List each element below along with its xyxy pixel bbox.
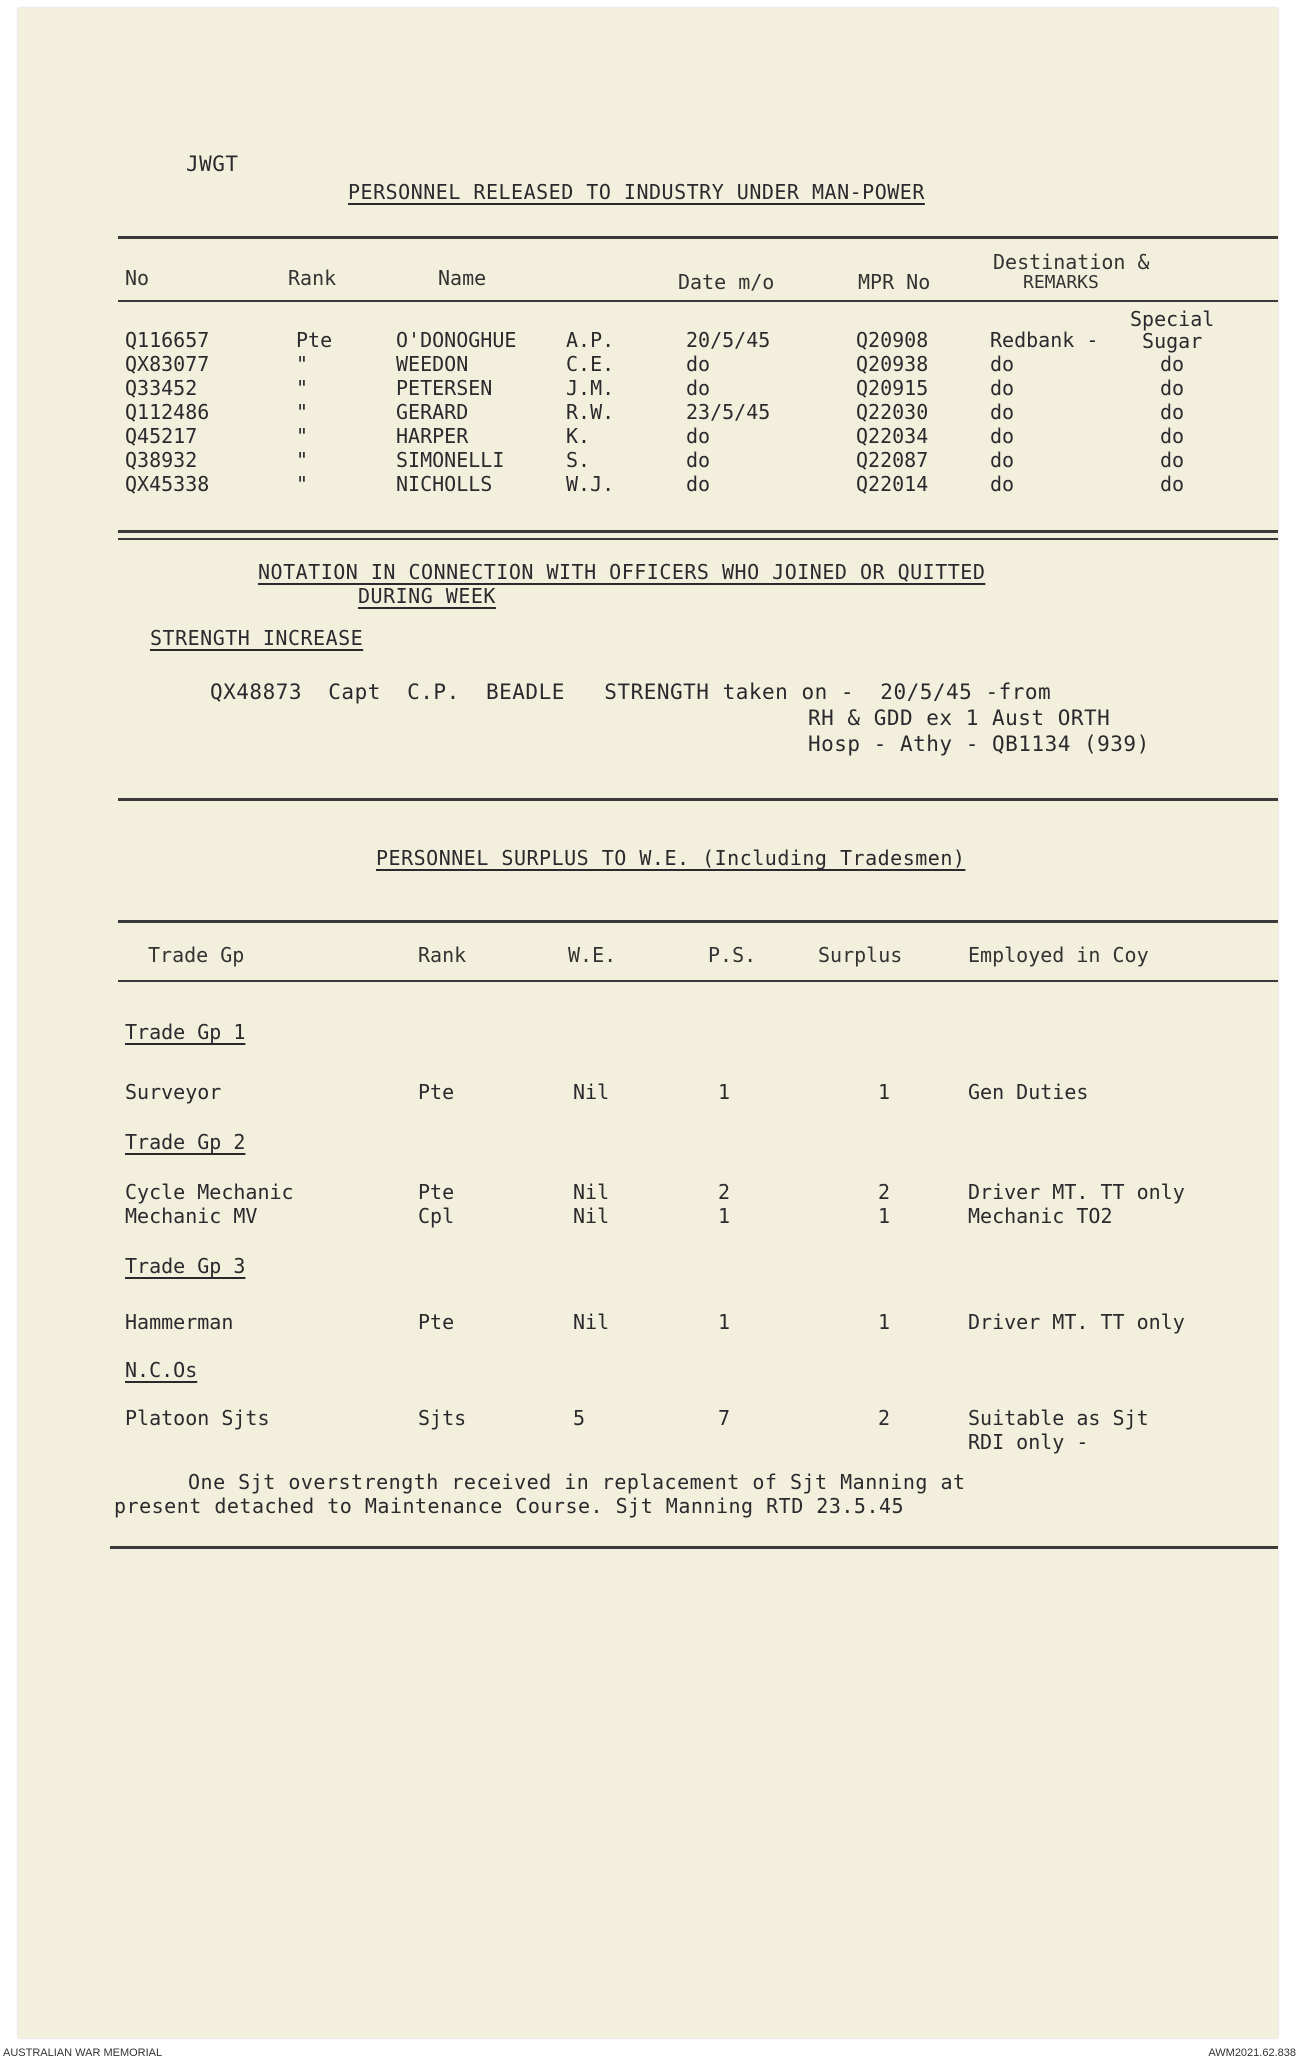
trade-ps: 1 (718, 1310, 731, 1334)
row-rank: " (296, 448, 309, 472)
trade-rank: Pte (418, 1080, 455, 1104)
trade-name: Hammerman (125, 1310, 234, 1334)
row-initials: R.W. (566, 400, 615, 424)
row-surname: PETERSEN (396, 376, 493, 400)
strength-increase-heading: STRENGTH INCREASE (150, 626, 364, 650)
row-destination: do (990, 400, 1015, 424)
trade-employed: Mechanic TO2 (968, 1204, 1113, 1228)
row-remarks: do (1160, 376, 1185, 400)
trade-surplus: 1 (878, 1080, 891, 1104)
trade-group-heading: Trade Gp 2 (125, 1130, 246, 1154)
footer-source: AUSTRALIAN WAR MEMORIAL (3, 2047, 163, 2059)
row-remarks: do (1160, 472, 1185, 496)
col-header-surplus: Surplus (818, 943, 903, 967)
row-mpr-no: Q22030 (856, 400, 929, 424)
trade-surplus: 1 (878, 1204, 891, 1228)
row-initials: J.M. (566, 376, 615, 400)
rule (118, 530, 1278, 533)
trade-rank: Pte (418, 1310, 455, 1334)
trade-group-heading: Trade Gp 1 (125, 1020, 246, 1044)
row-surname: GERARD (396, 400, 469, 424)
row-rank: " (296, 472, 309, 496)
trade-ps: 7 (718, 1406, 731, 1430)
row-initials: C.E. (566, 352, 615, 376)
col-header-ps: P.S. (708, 943, 757, 967)
row-rank: " (296, 352, 309, 376)
trade-we: Nil (573, 1080, 610, 1104)
trade-we: Nil (573, 1180, 610, 1204)
row-date: do (686, 424, 711, 448)
rule (118, 538, 1278, 540)
row-initials: A.P. (566, 328, 615, 352)
trade-group-heading: N.C.Os (125, 1358, 198, 1382)
trade-rank: Sjts (418, 1406, 467, 1430)
row-date: do (686, 472, 711, 496)
col-header-no: No (125, 266, 150, 290)
row-destination: Redbank - (990, 328, 1099, 352)
row-mpr-no: Q20915 (856, 376, 929, 400)
row-remarks: do (1160, 352, 1185, 376)
row-remarks: do (1160, 424, 1185, 448)
row-service-no: Q38932 (125, 448, 198, 472)
col-header-trade: Trade Gp (148, 943, 245, 967)
row-destination: do (990, 472, 1015, 496)
row-date: 23/5/45 (686, 400, 771, 424)
rule (118, 300, 1278, 302)
row-service-no: Q116657 (125, 328, 210, 352)
trade-rank: Pte (418, 1180, 455, 1204)
trade-name: Surveyor (125, 1080, 222, 1104)
row-destination: do (990, 352, 1015, 376)
row-service-no: Q112486 (125, 400, 210, 424)
trade-employed: Gen Duties (968, 1080, 1089, 1104)
row-remarks: do (1160, 448, 1185, 472)
row-remarks: do (1160, 400, 1185, 424)
trade-name: Platoon Sjts (125, 1406, 270, 1430)
section2-title: NOTATION IN CONNECTION WITH OFFICERS WHO JOINED OR QUITTED (258, 560, 986, 584)
row-mpr-no: Q22087 (856, 448, 929, 472)
trade-employed: Driver MT. TT only (968, 1310, 1185, 1334)
row-mpr-no: Q22034 (856, 424, 929, 448)
trade-surplus: 1 (878, 1310, 891, 1334)
col-header-date: Date m/o (678, 270, 775, 294)
note-line: One Sjt overstrength received in replacement of Sjt Manning at (188, 1470, 966, 1494)
note-line: present detached to Maintenance Course. Sjt Manning RTD 23.5.45 (114, 1494, 905, 1518)
section2-title-cont: DURING WEEK (358, 584, 496, 608)
row-initials: S. (566, 448, 591, 472)
strength-entry: QX48873 Capt C.P. BEADLE STRENGTH taken on - 20/5/45 -from (210, 680, 1052, 704)
row-surname: O'DONOGHUE (396, 328, 517, 352)
row-destination: do (990, 424, 1015, 448)
trade-name: Cycle Mechanic (125, 1180, 294, 1204)
row-surname: NICHOLLS (396, 472, 493, 496)
rule (118, 920, 1278, 923)
trade-name: Mechanic MV (125, 1204, 258, 1228)
row-rank: " (296, 424, 309, 448)
row-date: do (686, 448, 711, 472)
col-header-employed: Employed in Coy (968, 943, 1149, 967)
row-surname: SIMONELLI (396, 448, 505, 472)
rule (118, 980, 1278, 982)
col-header-rank: Rank (288, 266, 337, 290)
trade-employed: Suitable as Sjt RDI only - (968, 1406, 1149, 1454)
document-page (18, 8, 1278, 2038)
col-header-we: W.E. (568, 943, 617, 967)
trade-ps: 1 (718, 1204, 731, 1228)
strength-entry-cont: RH & GDD ex 1 Aust ORTH (808, 706, 1111, 730)
row-initials: K. (566, 424, 591, 448)
col-header-rank: Rank (418, 943, 467, 967)
row-service-no: QX83077 (125, 352, 210, 376)
row-surname: HARPER (396, 424, 469, 448)
section1-title: PERSONNEL RELEASED TO INDUSTRY UNDER MAN-POWER (348, 180, 925, 204)
row-service-no: Q33452 (125, 376, 198, 400)
col-header-remarks: REMARKS (1023, 272, 1099, 293)
row-initials: W.J. (566, 472, 615, 496)
row-rank: " (296, 376, 309, 400)
trade-ps: 1 (718, 1080, 731, 1104)
row-mpr-no: Q20938 (856, 352, 929, 376)
row-date: do (686, 352, 711, 376)
trade-we: Nil (573, 1310, 610, 1334)
trade-employed: Driver MT. TT only (968, 1180, 1185, 1204)
row-service-no: Q45217 (125, 424, 198, 448)
footer-accession: AWM2021.62.838 (1208, 2047, 1296, 2059)
rule (118, 798, 1278, 801)
trade-surplus: 2 (878, 1406, 891, 1430)
trade-we: 5 (573, 1406, 586, 1430)
col-header-name: Name (438, 266, 487, 290)
rule (110, 1546, 1278, 1549)
row-surname: WEEDON (396, 352, 469, 376)
section3-title: PERSONNEL SURPLUS TO W.E. (Including Tradesmen) (376, 846, 966, 870)
reference-code: JWGT (186, 152, 239, 176)
row-rank: Pte (296, 328, 333, 352)
row-remarks: Special Sugar (1130, 307, 1215, 353)
row-destination: do (990, 448, 1015, 472)
trade-we: Nil (573, 1204, 610, 1228)
trade-ps: 2 (718, 1180, 731, 1204)
rule (118, 236, 1278, 239)
strength-entry-cont: Hosp - Athy - QB1134 (939) (808, 732, 1150, 756)
trade-rank: Cpl (418, 1204, 455, 1228)
row-date: do (686, 376, 711, 400)
row-destination: do (990, 376, 1015, 400)
row-mpr-no: Q22014 (856, 472, 929, 496)
trade-group-heading: Trade Gp 3 (125, 1254, 246, 1278)
row-rank: " (296, 400, 309, 424)
col-header-destination: Destination & (993, 250, 1150, 274)
row-date: 20/5/45 (686, 328, 771, 352)
col-header-mpr: MPR No (858, 270, 931, 294)
row-service-no: QX45338 (125, 472, 210, 496)
row-mpr-no: Q20908 (856, 328, 929, 352)
trade-surplus: 2 (878, 1180, 891, 1204)
